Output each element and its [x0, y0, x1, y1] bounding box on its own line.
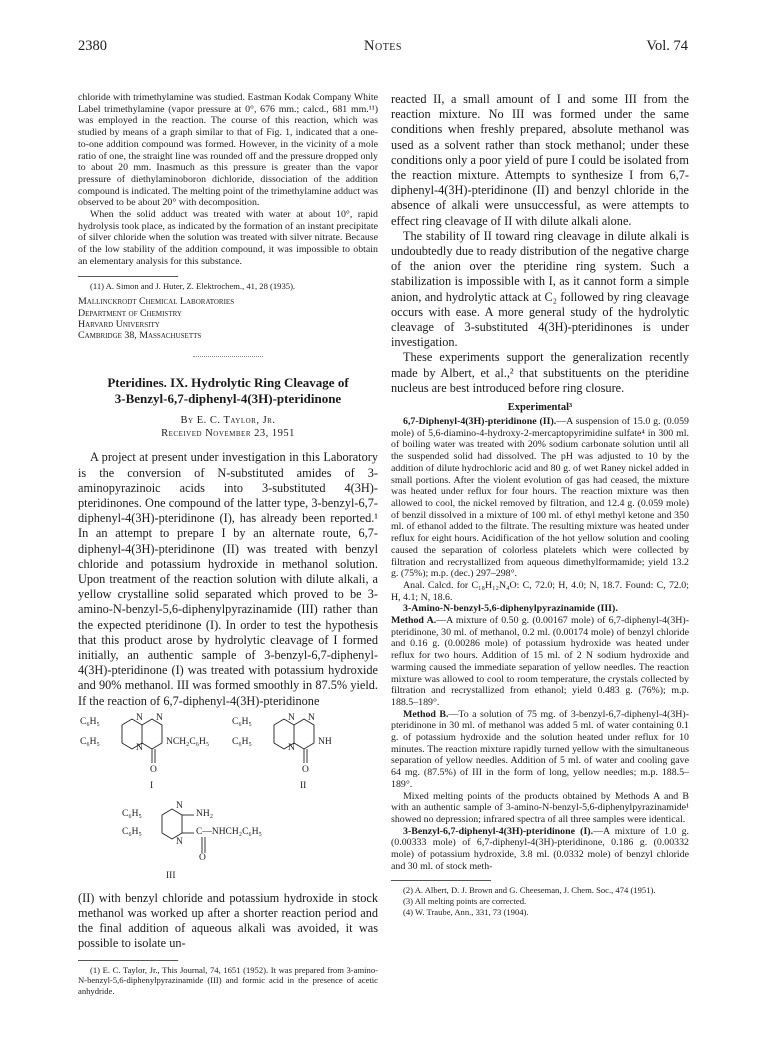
- experimental-paragraph: [391, 826, 689, 873]
- oxygen-label: O: [302, 764, 309, 775]
- affiliation-line: Harvard University: [78, 318, 160, 330]
- footnote: (11) A. Simon and J. Huter, Z. Elektrochem., 41, 28 (1935).: [90, 280, 296, 291]
- footnote: (1) E. C. Taylor, Jr., This Journal, 74, 1651 (1952). It was prepared from 3-amino-N-benzyl-5,6-diphenylpyrazinamide (III) and formic acid in the presence of acetic anhydride.: [78, 964, 378, 996]
- procedure-text: —A mixture of 1.0 g. (0.00333 mole) of 6,7-diphenyl-4(3H)-pteridinone, 0.186 g. (0.00332 mole) of potassium hydroxide, 3.8 ml. (0.0332 mole) of benzyl chloride and 30 ml. of stock meth-: [391, 825, 689, 872]
- body-paragraph: reacted II, a small amount of I and some III from the reaction mixture. No III was formed under the same conditions when freshly prepared, absolute methanol was used as a solvent rather than stock methanol; under these conditions only a poor yield of pure I could be isolated from the reaction mixture. Attempts to synthesize I from 6,7-diphenyl-4(3H)-pteridinone (II) and benzyl chloride in the absence of alkali were unsuccessful, as were attempts to effect ring cleavage of II with dilute alkali alone.: [391, 92, 689, 228]
- volume-label: Vol. 74: [646, 38, 688, 54]
- compound-label-I: I: [150, 780, 154, 791]
- experimental-paragraph: [391, 709, 689, 791]
- page-number: 2380: [78, 38, 107, 54]
- procedure-text: —To a solution of 75 mg. of 3-benzyl-6,7-diphenyl-4(3H)-pteridinone in 30 ml. of methanol was added 5 ml. of water containing 0.1 g. of potassium hydroxide and the solution heated under reflux for 10 minutes. The reaction mixture rapidly turned yellow with the simultaneous separation of yellow needles. Addition of 5 ml. of water and cooling gave 64 mg. (87.5%) of III in the form of long, yellow needles; m.p. 188.5–189°.: [391, 708, 690, 790]
- received-date: Received November 23, 1951: [161, 428, 295, 440]
- body-paragraph: A project at present under investigation in this Laboratory is the conversion of N-substituted amides of 3-aminopyrazinoic acids into 3-substituted 4(3H)-pteridinones. One compound of the latter type, 3-benzyl-6,7-diphenyl-4(3H)-pteridinone (I), has already been reported.¹ In an attempt to prepare I by an alternate route, 6,7-diphenyl-4(3H)-pteridinone (II) was treated with benzyl chloride and potassium hydroxide in methanol solution. Upon treatment of the reaction solution with dilute alkali, a yellow crystalline solid separated which proved to be 3-amino-N-benzyl-5,6-diphenylpyrazinamide (III) rather than the expected pteridinone (I). In order to test the hypothesis that this product arose by hydrolytic cleavage of I formed initially, an authentic sample of 3-benzyl-6,7-diphenyl-4(3H)-pteridinone (I) was treated with potassium hydroxide and 90% methanol. III was formed smoothly in 87.5% yield. If the reaction of 6,7-diphenyl-4(3H)-pteridinone: [78, 450, 378, 708]
- nitrogen-label: N: [288, 712, 295, 723]
- body-paragraph: (II) with benzyl chloride and potassium hydroxide in stock methanol was worked up after a shorter reaction period and the final addition of aqueous alkali was avoided, it was possible to isolate un-: [78, 890, 378, 951]
- structure-bonds: [78, 713, 378, 889]
- oxygen-label: O: [199, 852, 206, 863]
- footnote-rule: [78, 276, 178, 277]
- method-label: Method A.: [391, 615, 437, 627]
- nitrogen-label: N: [308, 712, 315, 723]
- procedure-text: —A suspension of 15.0 g. (0.059 mole) of 5,6-diamino-4-hydroxy-2-mercaptopyrimidine sulfate⁴ in 300 ml. of boiling water was treated with 20% sodium carbonate solution until all the suspended solid had dissolved. The pH was adjusted to 10 by the addition of dilute hydrochloric acid and 80 g. of wet Raney nickel added in small portions. After the violent evolution of gas had ceased, the mixture was heated under reflux for four hours. The reaction mixture was then allowed to cool, the nickel removed by filtration, and 12.4 g. (0.059 mole) of benzil dissolved in a mixture of 100 ml. of ethyl methyl ketone and 350 ml. of ethanol added to the filtrate. The resulting mixture was heated under reflux for eight hours. Acidification of the hot yellow solution and cooling caused the separation of colorless platelets which were collected by filtration and recrystallized from aqueous dimethylformamide; yield 13.2 g. (75%); m.p. (dec.) 297–298°.: [391, 416, 689, 580]
- body-paragraph: These experiments support the generalization recently made by Albert, et al.,² that substituents on the pteridine nucleus are best introduced before ring closure.: [391, 350, 689, 395]
- body-paragraph: The stability of II toward ring cleavage in dilute alkali is undoubtedly due to ready distribution of the negative charge of the anion over the pteridine ring system. Such a stabilization is impossible with I, as it cannot form a simple anion, and hydrolytic attack at C₂ followed by ring cleavage occurs with ease. A more general study of the hydrolytic cleavage of 3-substituted 4(3H)-pteridinones is under investigation.: [391, 228, 689, 350]
- phenyl-label: C₆H₅: [80, 736, 100, 747]
- nitrogen-label: N: [136, 712, 143, 723]
- experimental-paragraph: [391, 603, 689, 708]
- amino-label: NH₂: [196, 808, 214, 819]
- nh-label: NH: [318, 736, 332, 747]
- footnote-rule: [78, 960, 178, 961]
- nitrogen-label: N: [288, 742, 295, 753]
- compound-label-II: II: [300, 780, 307, 791]
- chemical-structures: [78, 713, 378, 889]
- procedure-text: —A mixture of 0.50 g. (0.00167 mole) of 6,7-diphenyl-4(3H)-pteridinone, 30 ml. of methanol, 0.2 ml. (0.00174 mole) of benzyl chloride and 0.16 g. (0.00286 mole) of potassium hydroxide was heated under reflux for two hours. Addition of 15 ml. of 2 N sodium hydroxide and warming caused the immediate separation of yellow needles. The reaction mixture was allowed to cool to room temperature, the crystals collected by filtration and recrystallized from ethanol; yield 0.483 g. (76%); m.p. 188.5–189°.: [391, 615, 689, 708]
- phenyl-label: C₆H₅: [232, 716, 252, 727]
- footnote: (3) All melting points are corrected.: [403, 896, 527, 907]
- left-column: [78, 92, 378, 996]
- compound-label-III: III: [166, 870, 176, 881]
- title-line: Pteridines. IX. Hydrolytic Ring Cleavage of: [107, 374, 349, 390]
- oxygen-label: O: [150, 764, 157, 775]
- procedure-title: 6,7-Diphenyl-4(3H)-pteridinone (II).: [403, 416, 557, 428]
- affiliation-line: Cambridge 38, Massachusetts: [78, 330, 202, 342]
- running-head: Notes: [364, 38, 402, 54]
- footnote-rule: [391, 880, 491, 881]
- nitrogen-label: N: [156, 712, 163, 723]
- experimental-heading: Experimental³: [507, 402, 573, 414]
- nitrogen-label: N: [176, 836, 183, 847]
- nitrogen-label: N: [176, 800, 183, 811]
- amide-label: C—NHCH₂C₆H₅: [196, 826, 262, 837]
- footnote: (2) A. Albert, D. J. Brown and G. Cheeseman, J. Chem. Soc., 474 (1951).: [403, 885, 656, 896]
- prev-paragraph: chloride with trimethylamine was studied. Eastman Kodak Company White Label trimethylamine (vapor pressure at 0°, 676 mm.; calcd., 681 mm.¹¹) was employed in the reaction. The course of this reaction, which was studied by means of a graph similar to that of Fig. 1, indicated that a one-to-one addition compound was formed. However, in the vicinity of a mole ratio of one, the straight line was rounded off and the pressure dropped only to about 20 mm. Inasmuch as this pressure is greater than the vapor pressure of diethylaminoboron dichloride, dissociation of the addition compound is indicated. The melting point of the trimethylamine adduct was observed to be about 20° with decomposition.: [78, 92, 378, 209]
- nitrogen-label: N: [136, 742, 143, 753]
- analysis-line: Anal. Calcd. for C₁₈H₁₂N₄O: C, 72.0; H, 4.0; N, 18.7. Found: C, 72.0; H, 4.1; N, 18.6.: [391, 579, 689, 603]
- title-line: 3-Benzyl-6,7-diphenyl-4(3H)-pteridinone: [114, 390, 342, 406]
- phenyl-label: C₆H₅: [122, 808, 142, 819]
- footnote: (4) W. Traube, Ann., 331, 73 (1904).: [403, 906, 529, 917]
- phenyl-label: C₆H₅: [80, 716, 100, 727]
- nch2-label: NCH₂C₆H₅: [166, 736, 210, 747]
- experimental-paragraph: [391, 416, 689, 580]
- phenyl-label: C₆H₅: [122, 826, 142, 837]
- experimental-paragraph: Mixed melting points of the products obtained by Methods A and B with an authentic sample of 3-amino-N-benzyl-5,6-diphenylpyrazinamide¹ showed no depression; infrared spectra of all three samples were identical.: [391, 790, 689, 825]
- procedure-title: 3-Amino-N-benzyl-5,6-diphenylpyrazinamide (III).: [403, 603, 618, 615]
- method-label: Method B.: [403, 708, 449, 720]
- prev-paragraph: When the solid adduct was treated with water at about 10°, rapid hydrolysis took place, as indicated by the formation of an instant precipitate of silver chloride when the solution was treated with silver nitrate. Because of the low stability of the addition compound, it was impossible to obtain an elementary analysis for this substance.: [78, 209, 379, 267]
- phenyl-label: C₆H₅: [232, 736, 252, 747]
- affiliation-line: Mallinckrodt Chemical Laboratories: [78, 296, 235, 308]
- procedure-title: 3-Benzyl-6,7-diphenyl-4(3H)-pteridinone (I).: [403, 825, 594, 837]
- byline: By E. C. Taylor, Jr.: [180, 415, 276, 427]
- page-header: [78, 38, 688, 60]
- affiliation: [78, 296, 378, 342]
- article-separator: [193, 356, 263, 357]
- affiliation-line: Department of Chemistry: [78, 307, 182, 319]
- right-column: [391, 92, 689, 917]
- article-title: [78, 375, 378, 407]
